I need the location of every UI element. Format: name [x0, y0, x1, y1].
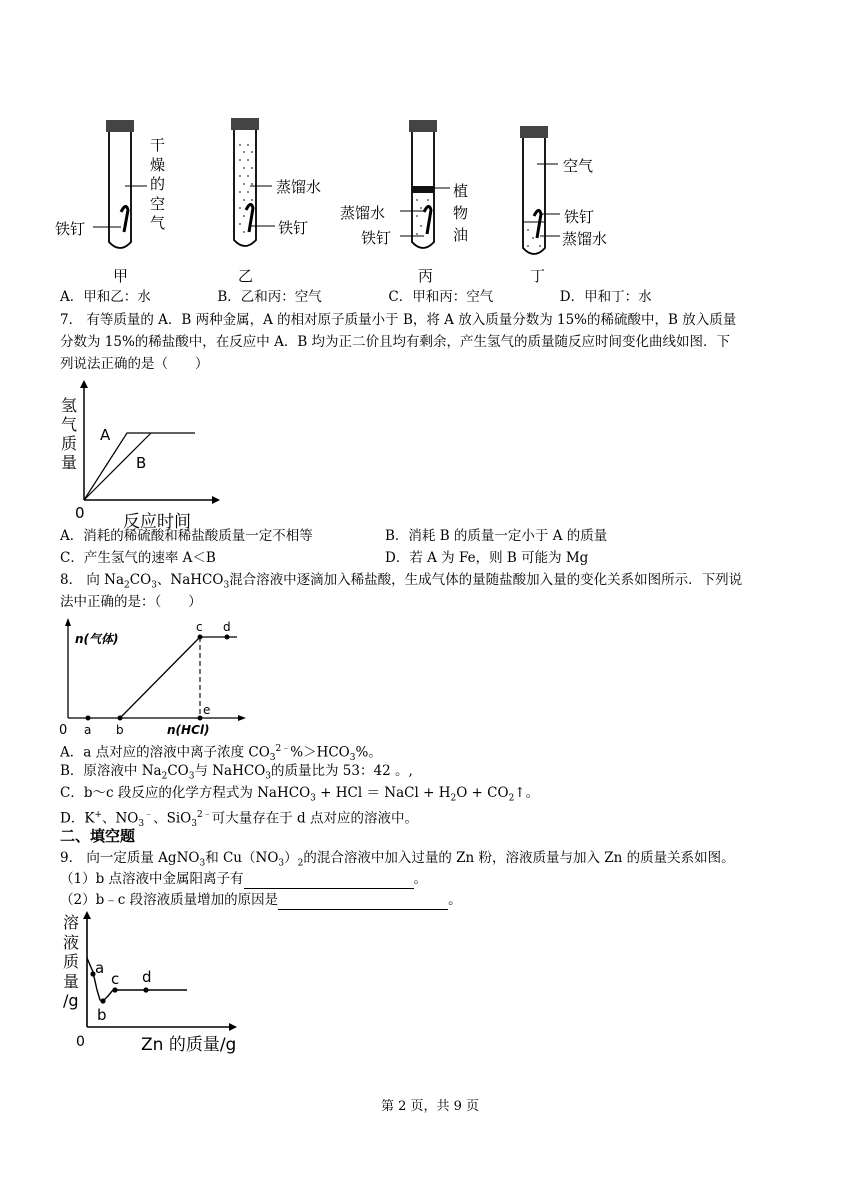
q9-answer-blank-2[interactable]	[278, 895, 448, 910]
jia-annot: 干 燥 的 空 气	[150, 136, 166, 232]
q8-xlabel: n(HCl)	[167, 723, 210, 737]
q8-option-b[interactable]: B．原溶液中 $Na_2CO_3$与 NaHCO$_3$的质量比为 53：42 。,	[60, 763, 413, 782]
q7-series-a-label: A	[100, 426, 111, 444]
q8-chart	[55, 612, 255, 742]
q8-option-d[interactable]: D．K+、$NO_3^﹣$、SiO$_3^{2﹣}$可大量存在于 d 点对应的溶液中。	[60, 810, 418, 830]
q6-options	[60, 287, 652, 307]
q7-series-b-label: B	[136, 454, 147, 472]
q9-stem: 9． 向一定质量 AgNO$_3$和 $Cu(NO_3)_2$的混合溶液中加入过量的 Zn 粉，溶液质量与加入 Zn 的质量关系如图。	[60, 850, 735, 869]
bing-nail-label: 铁钉	[361, 229, 392, 247]
q6-option-c[interactable]: C．甲和丙：空气	[388, 289, 494, 305]
tube-yi	[231, 118, 275, 246]
q7-options-row2	[60, 548, 588, 568]
q7-xlabel: 反应时间	[123, 512, 191, 532]
q7-origin: 0	[75, 504, 85, 522]
q9-xlabel: Zn 的质量/g	[141, 1035, 237, 1055]
q7-ylabel: 氢 气 质 量	[61, 396, 78, 472]
q8-point-c: c	[196, 620, 203, 634]
q8-stem-line2: 法中正确的是：（ ）	[60, 594, 202, 610]
jia-nail-label: 铁钉	[55, 220, 86, 238]
q9-chart	[55, 910, 245, 1060]
tube-jia	[93, 120, 147, 248]
q7-stem-line1: 7． 有等质量的 A．B 两种金属，A 的相对原子质量小于 B，将 A 放入质量分数为 15%的稀硫酸中，B 放入质量	[60, 312, 737, 328]
q7-stem-line3: 列说法正确的是（ ）	[60, 356, 209, 372]
q8-option-a[interactable]: A．a 点对应的溶液中离子浓度 $CO_3^{2﹣}\%>HCO_3\%$。	[60, 744, 382, 764]
q6-option-b[interactable]: B．乙和丙：空气	[217, 289, 322, 305]
q8-point-b: b	[116, 723, 124, 737]
q9-point-c: c	[111, 970, 120, 988]
q9-ylabel: 溶 液 质 量 /g	[63, 913, 80, 1010]
tube-ding	[520, 126, 560, 254]
q8-point-d: d	[223, 620, 231, 634]
q6-option-a[interactable]: A．甲和乙：水	[60, 289, 151, 305]
q7-option-a[interactable]: A．消耗的稀硫酸和稀盐酸质量一定不相等	[60, 528, 313, 544]
bing-oil-label: 植 物 油	[453, 182, 469, 244]
test-tube-figure	[0, 110, 860, 285]
q7-chart	[55, 378, 225, 528]
ding-nail-label: 铁钉	[564, 208, 595, 226]
ding-water-label: 蒸馏水	[562, 230, 608, 248]
q9-point-b: b	[97, 1006, 107, 1024]
q7-option-d[interactable]: D．若 A 为 Fe，则 B 可能为 Mg	[385, 550, 589, 566]
q9-origin: 0	[76, 1034, 85, 1050]
q8-origin: 0	[59, 723, 68, 738]
q7-option-c[interactable]: C．产生氢气的速率 A＜B	[60, 550, 216, 566]
q9-answer-blank-1[interactable]	[244, 874, 414, 889]
q7-option-b[interactable]: B．消耗 B 的质量一定小于 A 的质量	[385, 528, 608, 544]
bing-water-label: 蒸馏水	[340, 204, 386, 222]
q9-point-a: a	[95, 959, 105, 977]
ding-air-label: 空气	[563, 157, 594, 175]
tube-bing	[400, 120, 450, 248]
section-heading: 二、填空题	[60, 827, 136, 845]
bing-caption: 丙	[418, 267, 434, 285]
q8-ylabel: n(气体)	[75, 632, 119, 646]
jia-caption: 甲	[113, 267, 129, 285]
yi-water-label: 蒸馏水	[276, 178, 322, 196]
q8-stem-line1: 8． 向 $Na_2CO_3$、NaHCO$_3$混合溶液中逐滴加入稀盐酸，生成气体的量随盐酸加入量的变化关系如图所示．下列说	[60, 572, 743, 591]
q7-stem-line2: 分数为 15%的稀盐酸中，在反应中 A．B 均为正二价且均有剩余，产生氢气的质量随反应时间变化曲线如图．下	[60, 334, 731, 350]
yi-nail-label: 铁钉	[278, 219, 309, 237]
q6-option-d[interactable]: D．甲和丁：水	[559, 289, 652, 305]
q8-point-a: a	[84, 723, 92, 737]
q8-point-e: e	[203, 703, 211, 717]
q8-option-c[interactable]: C．b～c 段反应的化学方程式为 NaHCO$_3$ + HCl ＝ NaCl + $H_2O$ + $CO_2↑$。	[60, 785, 540, 804]
q9-sub2: （2）b﹣c 段溶液质量增加的原因是 。	[60, 892, 462, 908]
ding-caption: 丁	[530, 267, 546, 285]
yi-caption: 乙	[238, 267, 254, 285]
q9-point-d: d	[142, 968, 152, 986]
q9-sub1: （1）b 点溶液中金属阳离子有 。	[60, 871, 428, 887]
q7-options-row1	[60, 526, 607, 546]
page-footer: 第 2 页，共 9 页	[380, 1099, 480, 1114]
